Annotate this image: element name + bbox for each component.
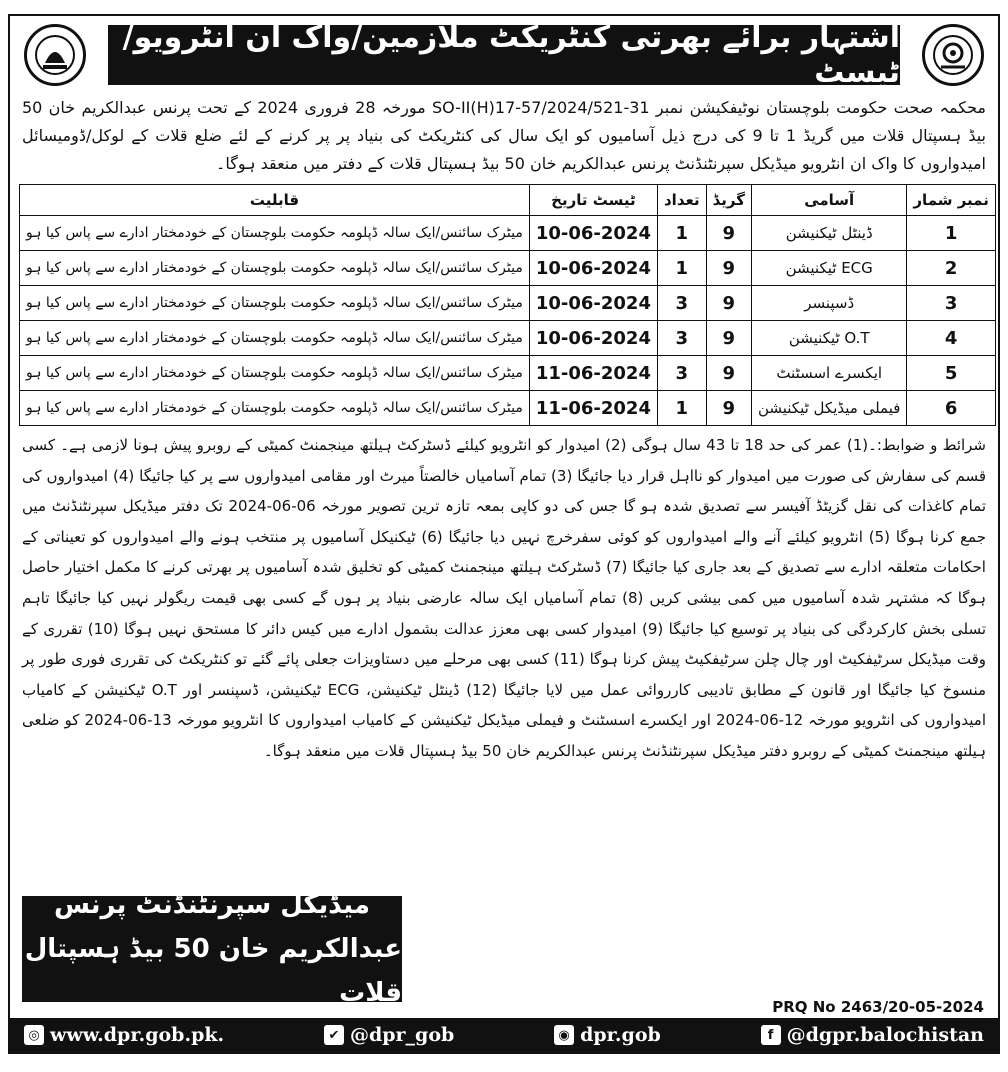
cell-serial: 6: [907, 391, 995, 426]
cell-test-date: 10-06-2024: [529, 321, 657, 356]
cell-count: 1: [657, 391, 706, 426]
header: [10, 16, 998, 94]
cell-count: 1: [657, 251, 706, 286]
cell-serial: 2: [907, 251, 995, 286]
cell-post: فیملی میڈیکل ٹیکنیشن: [751, 391, 906, 426]
emblem-right-graphic: [931, 33, 975, 77]
cell-grade: 9: [706, 391, 751, 426]
table-row: [20, 216, 996, 251]
signature-line-2: عبدالکریم خان 50 بیڈ ہسپتال قلات: [24, 934, 402, 1008]
cell-test-date: 11-06-2024: [529, 391, 657, 426]
col-post: آسامی: [751, 185, 906, 216]
col-count: تعداد: [657, 185, 706, 216]
globe-icon: ◎: [24, 1025, 44, 1045]
cell-post: ڈینٹل ٹیکنیشن: [751, 216, 906, 251]
cell-post: ایکسرے اسسٹنٹ: [751, 356, 906, 391]
cell-test-date: 11-06-2024: [529, 356, 657, 391]
col-qualification: قابلیت: [20, 185, 530, 216]
cell-grade: 9: [706, 321, 751, 356]
cell-grade: 9: [706, 286, 751, 321]
cell-count: 3: [657, 356, 706, 391]
twitter-handle[interactable]: @dpr_gob: [349, 1024, 455, 1046]
terms-and-conditions: شرائط و ضوابط:۔(1) عمر کی حد 18 تا 43 سال ہوگی (2) امیدوار کو انٹرویو کیلئے ڈسٹرکٹ ہیلتھ مینجمنٹ کمیٹی کے روبرو پیش ہونا لازمی ہے۔ کسی قسم کی سفارش کی صورت میں امیدوار کو نااہل قرار دیا جائیگا (3) تمام آسامیاں خالصتاً میرٹ اور مقامی امیدواروں سے پر کیا جائیگا (4) امیدواروں کی تمام کاغذات کی نقل گزیٹڈ آفیسر سے تصدیق شدہ ہو گا جس کی دو کاپی بمعہ تازہ ترین تصویر مورخہ 06-06-2024 تک دفتر میڈیکل سپرنٹنڈنٹ میں جمع کرنا ہوگا (5) انٹرویو کیلئے آنے والے امیدواروں کو کوئی سفرخرچ نہیں دیا جائیگا (6) ٹیکنیکل آسامیوں پر منتخب ہونے والے امیدواروں کو تعیناتی کے احکامات متعلقہ ادارے سے تصدیق کے بعد جاری کیا جائیگا (7) ڈسٹرکٹ ہیلتھ مینجمنٹ کمیٹی کو تخلیق شدہ آسامیوں پر بھرتی کرنے کا مکمل اختیار حاصل ہوگا کہ مشتہر شدہ آسامیوں میں کمی بیشی کریں (8) تمام آسامیاں ایک سالہ عارضی بنیاد پر ہوں گے کسی بھی قیمت ریگولر نہیں کیا جائیگا تاہم تسلی بخش کارکردگی کی بنیاد پر توسیع کیا جائیگا (9) امیدوار کسی بھی معزز عدالت بشمول ادارے میں کیس دائر کا مستحق نہیں ہوگا (10) تقرری کے وقت میڈیکل سرٹیفکیٹ اور چال چلن سرٹیفکیٹ پیش کرنا ہوگا (11) کسی بھی مرحلے میں دستاویزات جعلی پائے گئے تو کنٹریکٹ کی تقرری فوری طور پر منسوخ کیا جائیگا اور قانون کے مطابق تادیبی کارروائی عمل میں لایا جائیگا (12) ڈینٹل ٹیکنیشن، ECG ٹیکنیشن، ڈسپنسر اور O.T ٹیکنیشن کے کامیاب امیدواروں کی انٹرویو مورخہ 12-06-2024 اور ایکسرے اسسٹنٹ و فیملی میڈیکل ٹیکنیشن کے کامیاب امیدواروں کا انٹرویو مورخہ 13-06-2024 کو ضلعی ہیلتھ مینجمنٹ کمیٹی کے روبرو دفتر میڈیکل سپرنٹنڈنٹ پرنس عبدالکریم خان 50 بیڈ ہسپتال قلات میں منعقد ہوگا۔: [22, 436, 987, 760]
signature-block: [22, 890, 402, 1008]
cell-post: O.T ٹیکنیشن: [751, 321, 906, 356]
cell-qualification: میٹرک سائنس/ایک سالہ ڈپلومہ حکومت بلوچستان کے خودمختار ادارے سے پاس کیا ہو: [20, 391, 530, 426]
balochistan-govt-emblem-icon: [922, 24, 984, 86]
cell-grade: 9: [706, 356, 751, 391]
table-row: [20, 251, 996, 286]
cell-qualification: میٹرک سائنس/ایک سالہ ڈپلومہ حکومت بلوچستان کے خودمختار ادارے سے پاس کیا ہو: [20, 251, 530, 286]
footer-bar: [10, 1018, 998, 1052]
cell-serial: 1: [907, 216, 995, 251]
cell-serial: 4: [907, 321, 995, 356]
cell-test-date: 10-06-2024: [529, 251, 657, 286]
instagram-handle[interactable]: dpr.gob: [580, 1024, 661, 1046]
emblem-left-graphic: [33, 33, 77, 77]
cell-grade: 9: [706, 216, 751, 251]
col-serial: نمبر شمار: [907, 185, 995, 216]
cell-qualification: میٹرک سائنس/ایک سالہ ڈپلومہ حکومت بلوچستان کے خودمختار ادارے سے پاس کیا ہو: [20, 321, 530, 356]
posts-table: [19, 184, 996, 426]
cell-test-date: 10-06-2024: [529, 216, 657, 251]
cell-post: ECG ٹیکنیشن: [751, 251, 906, 286]
cell-grade: 9: [706, 251, 751, 286]
health-department-emblem-icon: [24, 24, 86, 86]
col-test-date: ٹیسٹ تاریخ: [529, 185, 657, 216]
instagram-icon: ◉: [554, 1025, 574, 1045]
cell-count: 1: [657, 216, 706, 251]
cell-serial: 3: [907, 286, 995, 321]
table-row: [20, 391, 996, 426]
footer-website[interactable]: [24, 1024, 224, 1046]
cell-qualification: میٹرک سائنس/ایک سالہ ڈپلومہ حکومت بلوچستان کے خودمختار ادارے سے پاس کیا ہو: [20, 356, 530, 391]
cell-serial: 5: [907, 356, 995, 391]
page-title: اشتہار برائے بھرتی کنٹریکٹ ملازمین/واک ان انٹرویو/ٹیسٹ: [108, 25, 900, 85]
cell-qualification: میٹرک سائنس/ایک سالہ ڈپلومہ حکومت بلوچستان کے خودمختار ادارے سے پاس کیا ہو: [20, 216, 530, 251]
cell-qualification: میٹرک سائنس/ایک سالہ ڈپلومہ حکومت بلوچستان کے خودمختار ادارے سے پاس کیا ہو: [20, 286, 530, 321]
table-row: [20, 356, 996, 391]
table-row: [20, 321, 996, 356]
signature-line-1: میڈیکل سپرنٹنڈنٹ پرنس: [53, 890, 371, 920]
facebook-icon: f: [761, 1025, 781, 1045]
cell-post: ڈسپنسر: [751, 286, 906, 321]
footer-twitter[interactable]: [324, 1024, 454, 1046]
footer-facebook[interactable]: [761, 1024, 984, 1046]
advertisement-frame: [8, 14, 1000, 1054]
footer-instagram[interactable]: [554, 1024, 661, 1046]
facebook-handle[interactable]: @dgpr.balochistan: [786, 1024, 984, 1046]
website-link[interactable]: www.dpr.gob.pk.: [50, 1024, 225, 1046]
cell-count: 3: [657, 286, 706, 321]
twitter-icon: ✔: [324, 1025, 344, 1045]
table-header-row: [20, 185, 996, 216]
prq-number: PRQ No 2463/20-05-2024: [772, 998, 984, 1016]
cell-count: 3: [657, 321, 706, 356]
col-grade: گریڈ: [706, 185, 751, 216]
intro-paragraph: محکمہ صحت حکومت بلوچستان نوٹیفکیشن نمبر SO-II(H)17-57/2024/521-31 مورخہ 28 فروری 2024 کے تحت پرنس عبدالکریم خان 50 بیڈ ہسپتال قلات میں گریڈ 1 تا 9 کی درج ذیل آسامیوں کو ایک سال کی کنٹریکٹ کی بنیاد پر پر کرنے کے لئے ضلع قلات کے لوکل/ڈومیسائل امیدواروں کا واک ان انٹرویو میڈیکل سپرنٹنڈنٹ پرنس عبدالکریم خان 50 بیڈ ہسپتال قلات کے دفتر میں منعقد ہوگا۔: [22, 98, 986, 173]
cell-test-date: 10-06-2024: [529, 286, 657, 321]
table-row: [20, 286, 996, 321]
